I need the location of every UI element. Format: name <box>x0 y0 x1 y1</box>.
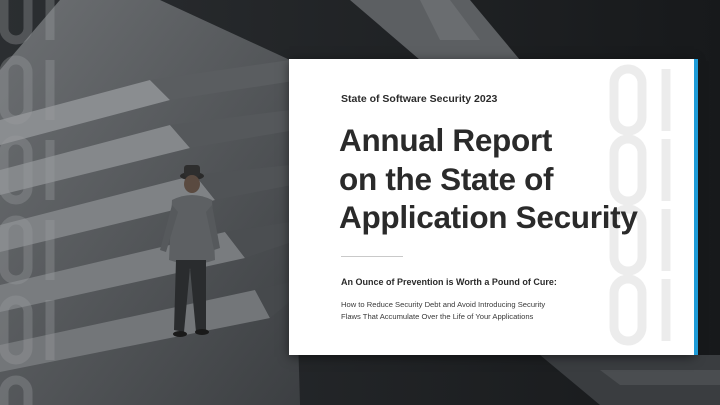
report-title-line: Application Security <box>339 199 638 235</box>
report-description <box>341 299 545 322</box>
report-description-line: How to Reduce Security Debt and Avoid Introducing Security <box>341 300 546 309</box>
report-title-line: on the State of <box>339 160 554 197</box>
report-series-label: State of Software Security 2023 <box>341 93 498 105</box>
report-title <box>339 121 638 237</box>
accent-bar <box>694 59 698 355</box>
report-subtitle: An Ounce of Prevention is Worth a Pound of Cure: <box>341 277 557 287</box>
report-title-line: Annual Report <box>339 122 553 158</box>
divider <box>341 256 403 257</box>
report-cover-card <box>289 59 694 355</box>
report-description-line: Flaws That Accumulate Over the Life of Your Applications <box>341 311 534 321</box>
